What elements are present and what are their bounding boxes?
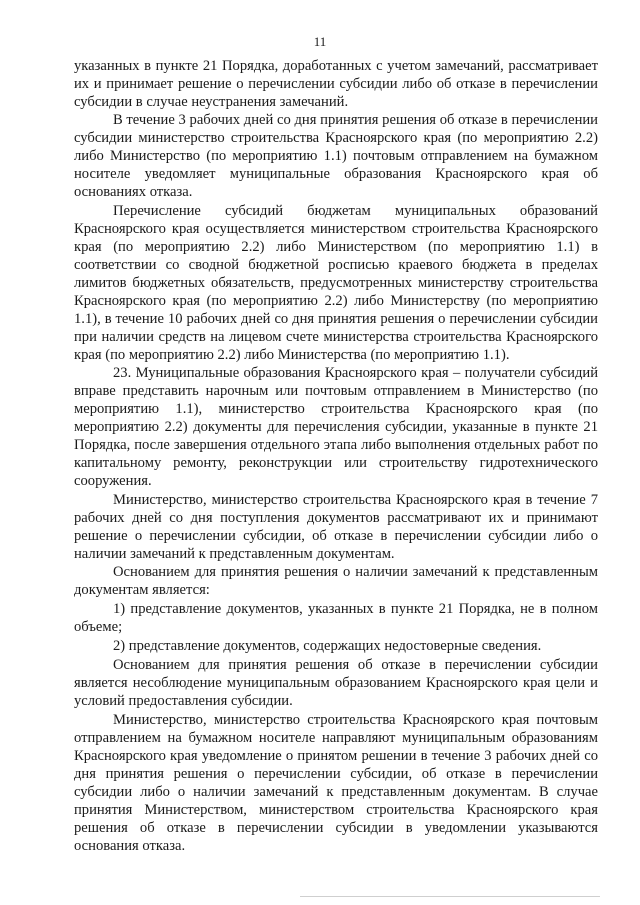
paragraph-refusal-notice: В течение 3 рабочих дней со дня принятия решения об отказе в перечислении субсидии министерство строительства Красноярского края (по мероприятию 2.2) либо Министерство (по мероприятию 1.1) почтовым отправлением на бумажном носителе уведомляет муниципальные образования Красноярского края об основаниях отказа. <box>74 112 598 200</box>
paragraph-subsidy-transfer: Перечисление субсидий бюджетам муниципальных образований Красноярского края осуществляется министерством строительства Красноярского края (по мероприятию 2.2) либо Министерством (по мероприятию 1.1) в соответствии со сводной бюджетной росписью краевого бюджета в пределах лимитов бюджетных обязательств, предусмотренных министерству строительства Красноярского края (по мероприятию 2.2) либо Министерству (по мероприятию 1.1), в течение 10 рабочих дней со дня принятия решения о перечислении субсидии при наличии средств на лицевом счете министерства строительства Красноярского края (по мероприятию 2.2) либо Министерства (по мероприятию 1.1). <box>74 203 598 363</box>
paragraph-continuation: указанных в пункте 21 Порядка, доработанных с учетом замечаний, рассматривает их и принимает решение о перечислении субсидии либо об отказе в перечислении субсидии в случае неустранения замечаний. <box>74 58 598 110</box>
list-item-1: 1) представление документов, указанных в пункте 21 Порядка, не в полном объеме; <box>74 601 598 635</box>
paragraph-refusal-grounds: Основанием для принятия решения об отказе в перечислении субсидии является несоблюдение муниципальным образованием Красноярского края цели и условий предоставления субсидии. <box>74 657 598 709</box>
list-item-2: 2) представление документов, содержащих недостоверные сведения. <box>113 638 542 654</box>
paragraph-remarks-grounds: Основанием для принятия решения о наличии замечаний к представленным документам является: <box>74 564 598 598</box>
document-body <box>74 57 598 855</box>
page-number: 11 <box>313 34 327 49</box>
paragraph-item-23: 23. Муниципальные образования Красноярского края – получатели субсидий вправе представить нарочным или почтовым отправлением в Министерство (по мероприятию 1.1), министерство строительства Красноярского края (по мероприятию 2.2) документы для перечисления субсидии, указанные в пункте 21 Порядка, после завершения отдельного этапа либо выполнения отдельных работ по капитальному ремонту, реконструкции или строительству гидротехнического сооружения. <box>74 365 598 489</box>
paragraph-review-period: Министерство, министерство строительства Красноярского края в течение 7 рабочих дней со дня поступления документов рассматривают их и принимают решение о перечислении субсидии, об отказе в перечислении субсидии либо о наличии замечаний к представленным документам. <box>74 492 598 562</box>
paragraph-decision-notification: Министерство, министерство строительства Красноярского края почтовым отправлением на бумажном носителе направляют муниципальным образованиям Красноярского края уведомление о принятом решении в течение 3 рабочих дней со дня принятия решения о перечислении субсидии, об отказе в перечислении субсидии либо о наличии замечаний к представленным документам. В случае принятия Министерством, министерством строительства Красноярского края решения об отказе в перечислении субсидии в уведомлении указываются основания отказа. <box>74 712 598 854</box>
scan-edge-line <box>300 896 600 897</box>
